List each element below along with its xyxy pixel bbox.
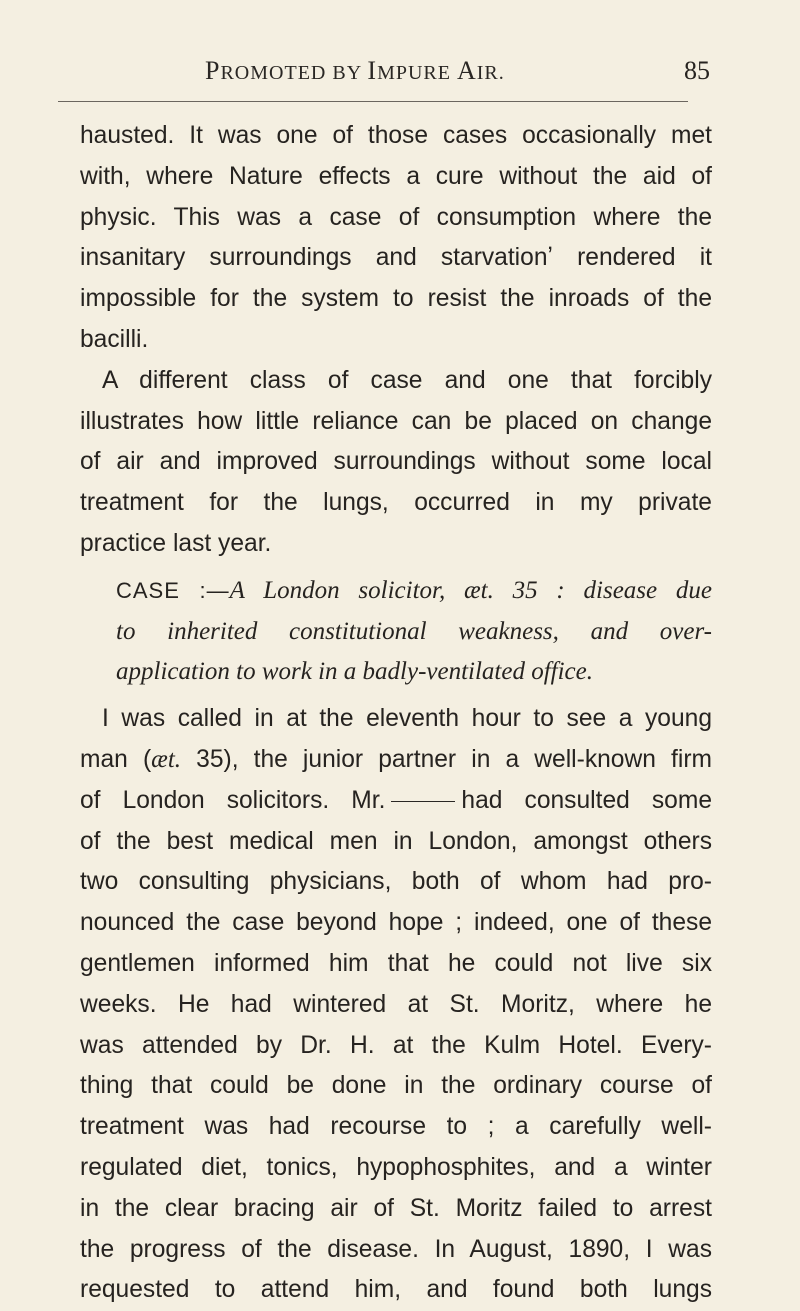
paragraph-3 (80, 699, 712, 1311)
name-dash (391, 801, 455, 802)
text-line: physic. This was a case of consumption where the (80, 203, 712, 231)
paragraph-2 (80, 361, 712, 565)
text-line: regulated diet, tonics, hypophosphites, and a winter (80, 1153, 712, 1181)
paragraph-1 (80, 116, 712, 361)
text-segment: of London solicitors. Mr. (80, 786, 386, 814)
text-line: was attended by Dr. H. at the Kulm Hotel. Every- (80, 1031, 712, 1059)
case-italic: A London solicitor, æt. 35 : disease due (229, 576, 712, 604)
body-text (80, 116, 712, 1311)
title-sc-1: ROMOTED BY (220, 62, 368, 84)
header-rule (58, 101, 688, 102)
text-line: illustrates how little reliance can be placed on change (80, 407, 712, 435)
case-heading (80, 571, 712, 693)
text-line: thing that could be done in the ordinary course of (80, 1072, 712, 1100)
text-line: requested to attend him, and found both lungs (80, 1276, 712, 1304)
title-cap-2: I (367, 56, 378, 85)
text-segment: 35), the junior partner in a well-known firm (181, 745, 713, 773)
title-sc-3: IR. (476, 62, 505, 84)
text-line: bacilli. (80, 325, 149, 353)
title-cap-1: P (205, 56, 221, 85)
text-line: of air and improved surroundings without some local (80, 448, 712, 476)
text-segment: had consulted some (461, 786, 712, 814)
text-line (80, 571, 712, 612)
running-header (80, 50, 710, 92)
case-italic: application to work in a badly-ventilated office. (116, 658, 593, 686)
text-line (80, 740, 712, 781)
text-line: of the best medical men in London, amongst others (80, 827, 712, 855)
text-line: with, where Nature effects a cure without the aid of (80, 162, 712, 190)
running-title (205, 56, 505, 86)
text-line: practice last year. (80, 529, 272, 557)
title-sc-2: MPURE (377, 62, 457, 84)
case-label: CASE :— (116, 577, 230, 603)
text-line: I was called in at the eleventh hour to see a young (102, 705, 712, 733)
text-line (80, 781, 712, 822)
text-line: weeks. He had wintered at St. Moritz, where he (80, 990, 712, 1018)
text-line (80, 612, 712, 653)
text-line: hausted. It was one of those cases occasionally met (80, 122, 712, 149)
text-line: gentlemen informed him that he could not live six (80, 949, 712, 977)
case-italic: to inherited constitutional weakness, and over- (116, 617, 712, 645)
text-line: the progress of the disease. In August, 1890, I was (80, 1235, 712, 1263)
text-line: treatment was had recourse to ; a carefully well- (80, 1113, 712, 1141)
text-line: two consulting physicians, both of whom had pro- (80, 868, 712, 896)
text-line: impossible for the system to resist the inroads of the (80, 285, 712, 313)
text-line: A different class of case and one that forcibly (102, 366, 712, 394)
text-segment: man ( (80, 745, 152, 773)
italic-aet: æt. (151, 745, 182, 773)
page-number: 85 (684, 56, 710, 85)
title-cap-3: A (456, 56, 477, 85)
text-line: in the clear bracing air of St. Moritz failed to arrest (80, 1194, 712, 1222)
text-line: nounced the case beyond hope ; indeed, one of these (80, 909, 712, 937)
text-line: insanitary surroundings and starvationʼ rendered it (80, 244, 712, 272)
text-line (80, 652, 712, 693)
text-line: treatment for the lungs, occurred in my private (80, 489, 712, 517)
